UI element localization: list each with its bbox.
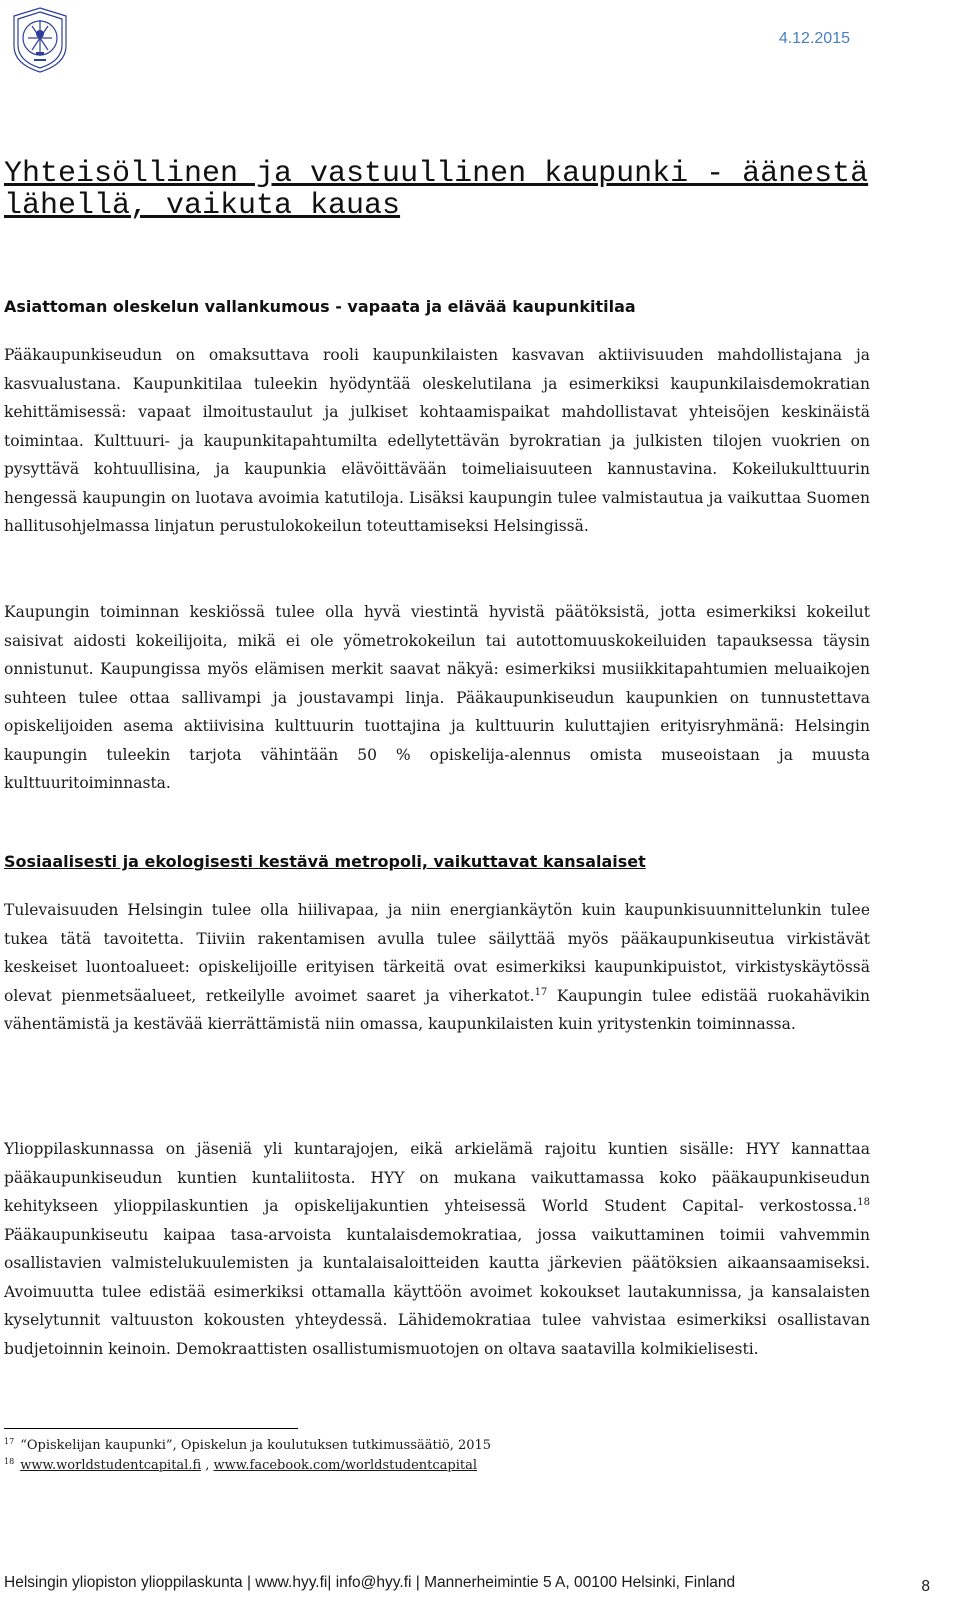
paragraph-text: Pääkaupunkiseutu kaipaa tasa-arvoista kuntalaisdemokratiaa, jossa vaikuttaminen toimii vahvemmin osallistavien valmistelukuulemisten ja kuntalaisaloitteiden kautta järkevien päätöksien aikaansaamiseksi. Avoimuutta tulee edistää esimerkiksi ottamalla käyttöön avoimet kokoukset lautakunnissa, ja kansalaisten kyselytunnit valtuuston kokousten yhteydessä. Lähidemokratiaa tulee vahvistaa esimerkiksi osallistavan budjetoinnin keinoin. Demokraattisten osallistumismuotojen on oltava saatavilla kolmikielisesti. xyxy=(4,1225,870,1358)
paragraph-text: Ylioppilaskunnassa on jäseniä yli kuntarajojen, eikä arkielämä rajoitu kuntien sisälle: HYY kannattaa pääkaupunkiseudun kuntien kuntaliitosta. HYY on mukana vaikuttamassa koko pääkaupunkiseudun kehitykseen ylioppilaskuntien ja opiskelijakuntien yhteisessä World Student Capital- verkostossa. xyxy=(4,1140,870,1215)
facebook-worldstudentcapital-link[interactable]: www.facebook.com/worldstudentcapital xyxy=(213,1458,478,1473)
page-title: Yhteisöllinen ja vastuullinen kaupunki - äänestä lähellä, vaikuta kauas xyxy=(4,157,869,223)
footnote-ref-17[interactable]: 17 xyxy=(534,986,548,998)
document-date: 4.12.2015 xyxy=(778,30,850,47)
footnote-separator: , xyxy=(201,1458,214,1473)
paragraph-text: Kaupungin tulee edistää ruokahävikin vähentämistä ja kestävää kierrättämistä niin omassa, kaupunkilaisten kuin yritystenkin toiminnassa. xyxy=(4,986,870,1033)
section-heading-kestava-metropoli: Sosiaalisesti ja ekologisesti kestävä metropoli, vaikuttavat kansalaiset xyxy=(4,852,646,871)
footnote-mark-17: 17 xyxy=(4,1436,15,1446)
footnote-17 xyxy=(4,1437,491,1455)
page-number: 8 xyxy=(921,1578,930,1595)
paragraph-text: Tulevaisuuden Helsingin tulee olla hiilivapaa, ja niin energiankäytön kuin kaupunkisuunnittelunkin tulee tukea tätä tavoitetta. Tiiviin rakentamisen avulla tulee säilyttää myös pääkaupunkiseutua virkistävät keskeiset luontoalueet: opiskelijoille erityisen tärkeitä ovat esimerkiksi kaupunkipuistot, virkistyskäytössä olevat pienmetsäalueet, retkeilylle avoimet saaret ja viherkatot. xyxy=(4,901,870,1005)
footnote-ref-18[interactable]: 18 xyxy=(857,1196,870,1208)
paragraph-kaupunkitila: Pääkaupunkiseudun on omaksuttava rooli kaupunkilaisten kasvavan aktiivisuuden mahdollistajana ja kasvualustana. Kaupunkitilaa tuleekin hyödyntää oleskelutilana ja esimerkiksi kaupunkilaisdemokratian kehittämisessä: vapaat ilmoitustaulut ja julkiset kohtaamispaikat mahdollistavat yhteisöjen keskinäistä toimintaa. Kulttuuri- ja kaupunkitapahtumilta edellytettävän byrokratian ja julkisten tilojen vuokrien on pysyttävä kohtuullisina, ja kaupunkia elävöittävään toimeliaisuuteen kannustavina. Kokeilukulttuurin hengessä kaupungin on luotava avoimia katutiloja. Lisäksi kaupungin tulee valmistautua ja vaikuttaa Suomen hallitusohjelmassa linjatun perustulokokeilun toteuttamiseksi Helsingissä. xyxy=(4,346,870,535)
page-footer: Helsingin yliopiston ylioppilaskunta | www.hyy.fi| info@hyy.fi | Mannerheimintie 5 A, 00100 Helsinki, Finland xyxy=(4,1574,736,1591)
paragraph-viestinta: Kaupungin toiminnan keskiössä tulee olla hyvä viestintä hyvistä päätöksistä, jotta esimerkiksi kokeilut saisivat aidosti kokeilijoita, mikä ei ole yömetrokokeilun tai autottomuuskokeiluiden tapauksessa täysin onnistunut. Kaupungissa myös elämisen merkit saavat näkyä: esimerkiksi musiikkitapahtumien meluaikojen suhteen tulee ottaa sallivampi ja joustavampi linja. Pääkaupunkiseudun kaupunkien on tunnustettava opiskelijoiden asema aktiivisina kulttuurin tuottajina ja kulttuurin kuluttajien erityisryhmänä: Helsingin kaupungin tuleekin tarjota vähintään 50 % opiskelija-alennus omista museoistaan ja muusta kulttuuritoiminnasta. xyxy=(4,603,870,792)
paragraph-hiilivapaa xyxy=(4,896,870,1039)
footnote-18 xyxy=(4,1457,477,1475)
worldstudentcapital-link[interactable]: www.worldstudentcapital.fi xyxy=(20,1458,202,1473)
paragraph-ylioppilaskunta xyxy=(4,1135,870,1363)
section-heading-vallankumous: Asiattoman oleskelun vallankumous - vapaata ja elävää kaupunkitilaa xyxy=(4,297,636,316)
footnote-mark-18: 18 xyxy=(4,1456,15,1466)
university-seal-logo xyxy=(10,6,70,74)
footnote-17-text: “Opiskelijan kaupunki”, Opiskelun ja koulutuksen tutkimussäätiö, 2015 xyxy=(20,1438,492,1453)
footnote-divider xyxy=(4,1428,298,1429)
